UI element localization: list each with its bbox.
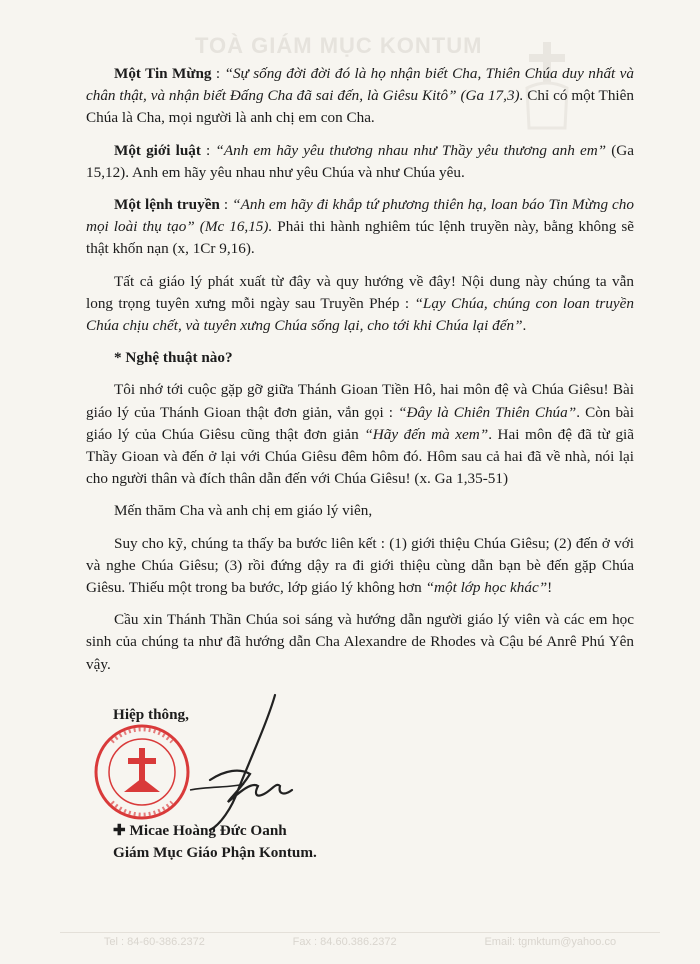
- reference-mc-16: (Mc 16,15).: [194, 218, 273, 236]
- paragraph-giao-ly: [86, 271, 634, 338]
- paragraph-gioan: [86, 379, 634, 490]
- separator: :: [219, 196, 233, 214]
- paragraph-end: !: [547, 579, 553, 597]
- signatory-title: Giám Mục Giáo Phận Kontum.: [113, 844, 317, 861]
- paragraph-text: . Còn bài giáo lý của Chúa Giêsu cũng thật đơn giản: [86, 403, 635, 443]
- paragraph-text: Tất cả giáo lý phát xuất từ đây và quy hướng về đây! Nội dung này chúng ta vẫn long trọng tuyên xưng mỗi ngày sau Truyền Phép :: [86, 272, 634, 312]
- paragraph-text: (Ga 15,12). Anh em hãy yêu nhau như yêu Chúa và như Chúa yêu.: [86, 141, 634, 181]
- footer-fax: Fax : 84.60.386.2372: [292, 936, 397, 948]
- paragraph-end: .: [522, 317, 527, 335]
- quote-mc-16: “Anh em hãy đi khắp tứ phương thiên hạ, loan báo Tin Mừng cho mọi loài thụ tạo”: [86, 196, 634, 236]
- paragraph-text: Phải thi hành nghiêm túc lệnh truyền này, bằng không sẽ thật khốn nạn (x, 1Cr 9,16).: [86, 218, 634, 258]
- paragraph-lenh-truyen: [86, 194, 634, 261]
- quote-ga-17: “Sự sống đời đời đó là họ nhận biết Cha, Thiên Chúa duy nhất và chân thật, và nhận biết Đấng Cha đã sai đến, là Giêsu Kitô”: [86, 65, 634, 105]
- heading-tin-mung: Một Tin Mừng: [114, 65, 212, 82]
- paragraph-text: Chỉ có một Thiên Chúa là Cha, mọi người là anh chị em con Cha.: [86, 87, 634, 127]
- reference-ga-17: (Ga 17,3).: [456, 87, 528, 105]
- closing-greeting: Hiệp thông,: [113, 706, 189, 723]
- quote-truyen-phep: “Lạy Chúa, chúng con loan truyền Chúa chịu chết, và tuyên xưng Chúa sống lại, cho tới khi Chúa lại đến”: [86, 294, 635, 335]
- letter-body: [86, 63, 634, 686]
- paragraph-text: Suy cho kỹ, chúng ta thấy ba bước liên kết : (1) giới thiệu Chúa Giêsu; (2) đến ở với và nghe Chúa Giêsu; (3) rồi đứng dậy ra đi giới thiệu cùng dẫn bạn bè đến gặp Chúa Giêsu. Thiếu một trong ba bước, lớp giáo lý không hơn: [86, 534, 634, 597]
- signatory-block: [113, 820, 317, 864]
- footer-email: Email: tgmktum@yahoo.co: [484, 936, 617, 948]
- letterhead-footer: [60, 932, 660, 948]
- handwritten-signature: [180, 690, 310, 835]
- quote-hay-den: “Hãy đến mà xem”: [364, 425, 489, 443]
- separator: :: [200, 141, 216, 159]
- quote-lop-hoc-khac: “một lớp học khác”: [425, 579, 548, 597]
- quote-chien-thien-chua: “Đây là Chiên Thiên Chúa”: [398, 403, 577, 421]
- heading-lenh-truyen: Một lệnh truyền: [114, 196, 220, 214]
- paragraph-greeting: Mến thăm Cha và anh chị em giáo lý viên,: [114, 502, 373, 520]
- paragraph-ba-buoc: [86, 533, 634, 600]
- letterhead-watermark: TOÀ GIÁM MỤC KONTUM: [195, 33, 483, 58]
- diocese-seal-icon: [92, 722, 192, 822]
- paragraph-gioi-luat: [86, 140, 634, 184]
- paragraph-tin-mung: [86, 63, 634, 130]
- paragraph-text: . Hai môn đệ đã từ giã Thầy Gioan và đến ở lại với Chúa Giêsu đêm hôm đó. Hôm sau cả hai đã về nhà, nói lại cho người thân và đích thân dẫn đến với Chúa Giêsu! (x. Ga 1,35-51): [86, 425, 635, 488]
- footer-tel: Tel : 84-60-386.2372: [103, 936, 205, 948]
- paragraph-prayer: Cầu xin Thánh Thần Chúa soi sáng và hướng dẫn người giáo lý viên và các em học sinh của chúng ta như đã hướng dẫn Cha Alexandre de Rhodes và Cậu bé Anrê Phú Yên vậy.: [86, 611, 634, 673]
- section-heading: * Nghệ thuật nào?: [114, 349, 233, 367]
- signatory-name: ✚ Micae Hoàng Đức Oanh: [113, 822, 287, 839]
- paragraph-text: Tôi nhớ tới cuộc gặp gỡ giữa Thánh Gioan Tiền Hô, hai môn đệ và Chúa Giêsu! Bài giáo lý của Thánh Gioan thật đơn giản, vắn gọi :: [86, 381, 634, 421]
- quote-ga-15: “Anh em hãy yêu thương nhau như Thầy yêu thương anh em”: [215, 141, 607, 159]
- separator: :: [211, 65, 225, 82]
- heading-gioi-luat: Một giới luật: [114, 141, 201, 159]
